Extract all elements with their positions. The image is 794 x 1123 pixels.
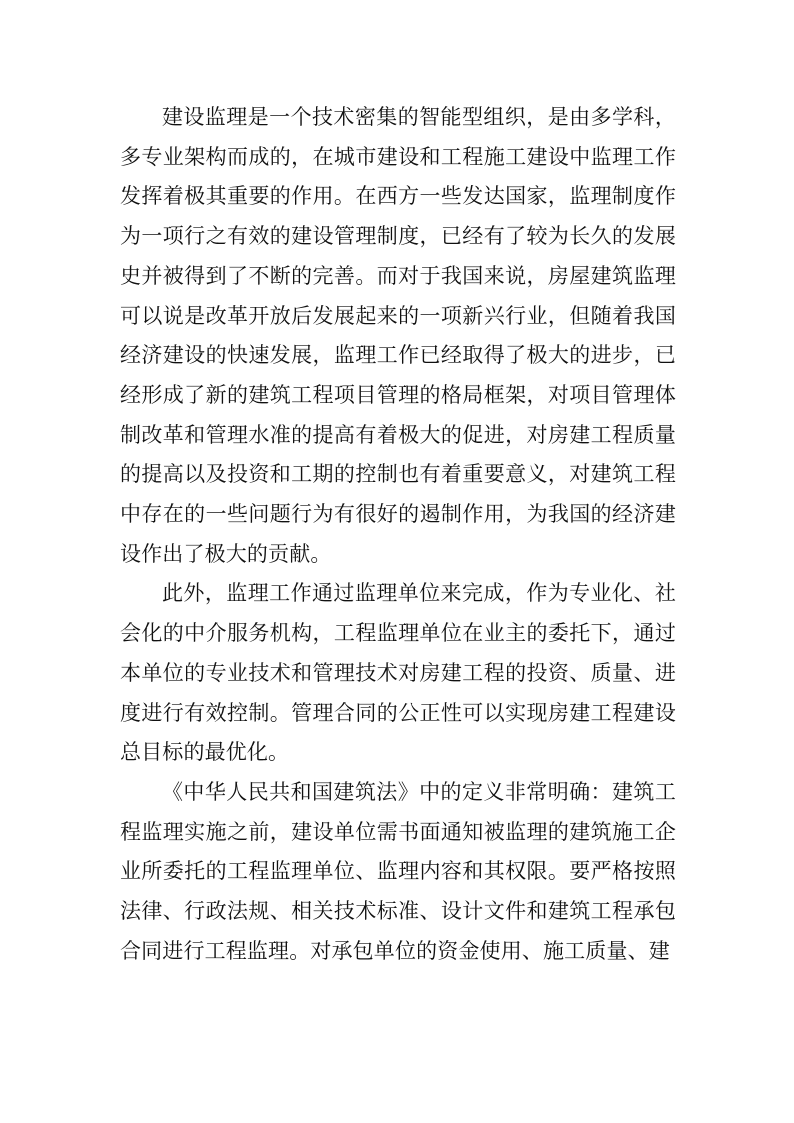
document-body — [120, 98, 676, 971]
paragraph-3: 《中华人民共和国建筑法》中的定义非常明确：建筑工程监理实施之前，建设单位需书面通知被监理的建筑施工企业所委托的工程监理单位、监理内容和其权限。要严格按照法律、行政法规、相关技术标准、设计文件和建筑工程承包合同进行工程监理。对承包单位的资金使用、施工质量、建 — [120, 779, 676, 963]
paragraph-2: 此外，监理工作通过监理单位来完成，作为专业化、社会化的中介服务机构，工程监理单位在业主的委托下，通过本单位的专业技术和管理技术对房建工程的投资、质量、进度进行有效控制。管理合同的公正性可以实现房建工程建设总目标的最优化。 — [120, 581, 676, 765]
paragraph-1: 建设监理是一个技术密集的智能型组织，是由多学科，多专业架构而成的，在城市建设和工程施工建设中监理工作发挥着极其重要的作用。在西方一些发达国家，监理制度作为一项行之有效的建设管理制度，已经有了较为长久的发展史并被得到了不断的完善。而对于我国来说，房屋建筑监理可以说是改革开放后发展起来的一项新兴行业，但随着我国经济建设的快速发展，监理工作已经取得了极大的进步，已经形成了新的建筑工程项目管理的格局框架，对项目管理体制改革和管理水准的提高有着极大的促进，对房建工程质量的提高以及投资和工期的控制也有着重要意义，对建筑工程中存在的一些问题行为有很好的遏制作用，为我国的经济建设作出了极大的贡献。 — [120, 105, 676, 566]
